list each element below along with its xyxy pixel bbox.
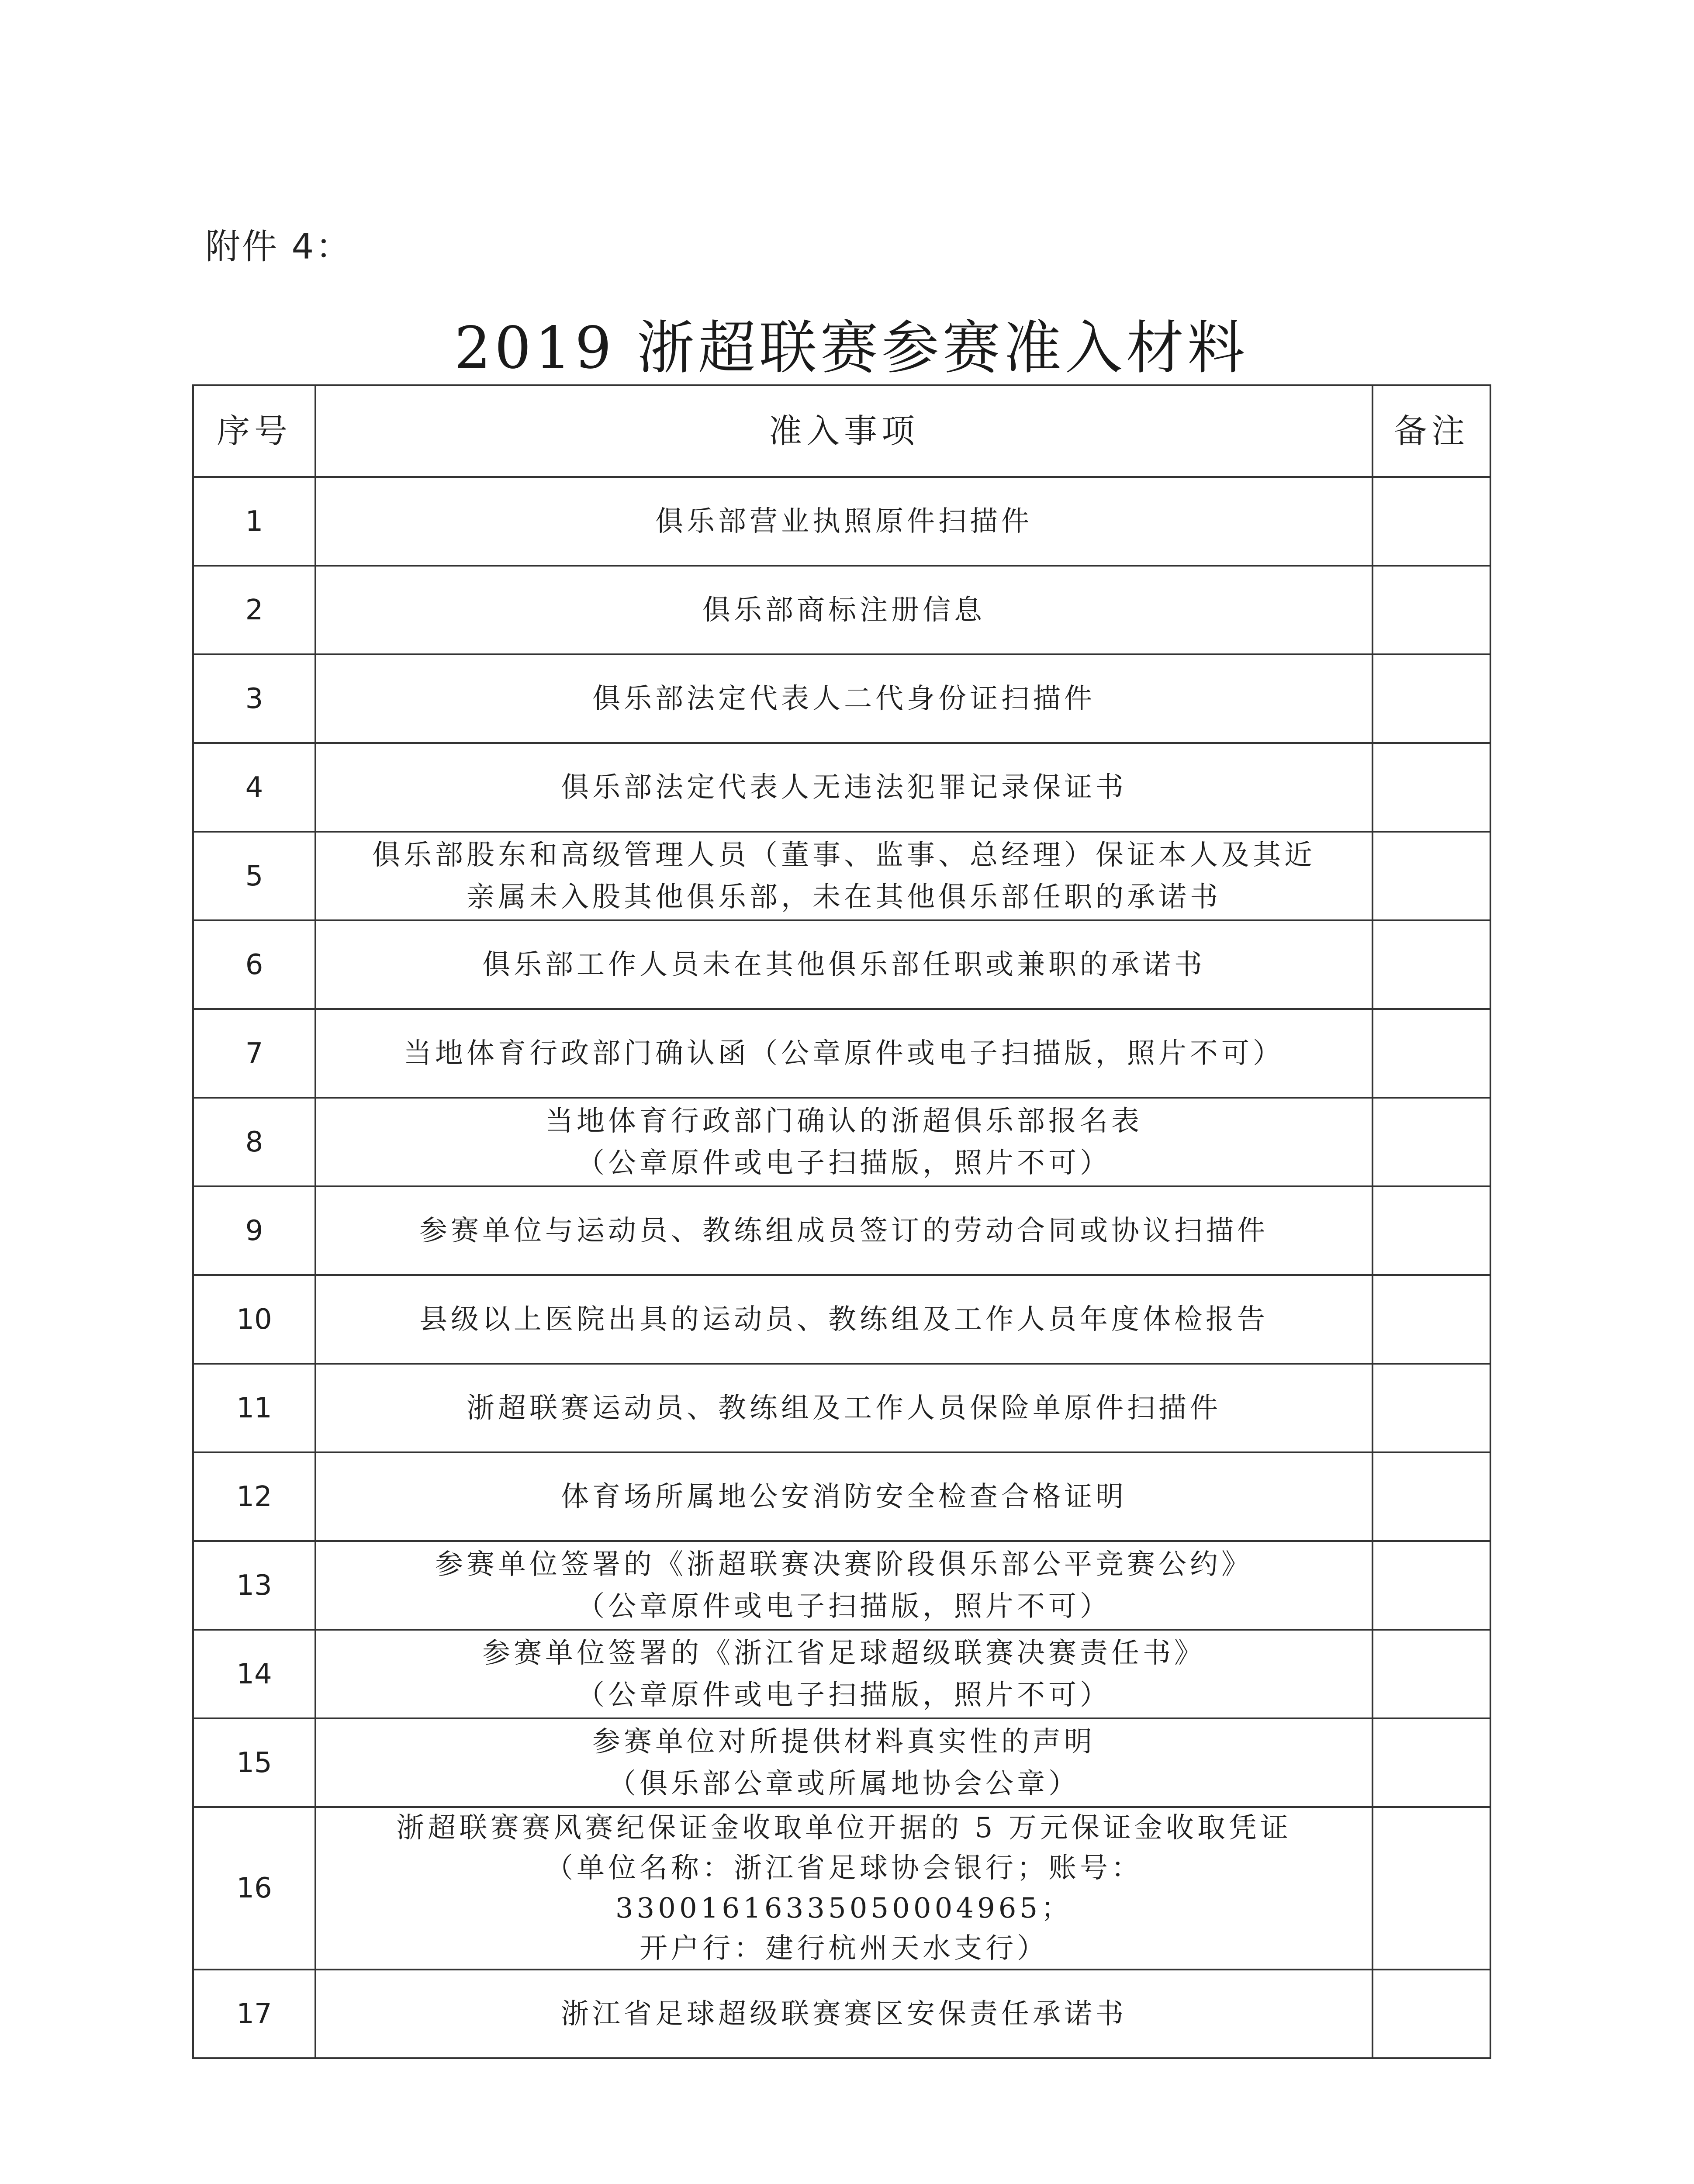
row-seq: 16 <box>193 1807 315 1970</box>
row-item-line: 亲属未入股其他俱乐部，未在其他俱乐部任职的承诺书 <box>467 881 1221 913</box>
row-seq: 10 <box>193 1275 315 1364</box>
row-item-line: （公章原件或电子扫描版，照片不可） <box>577 1679 1111 1711</box>
row-note <box>1372 1186 1490 1275</box>
row-item <box>315 743 1372 832</box>
row-item-line: 参赛单位签署的《浙江省足球超级联赛决赛责任书》 <box>482 1637 1206 1669</box>
row-item-line: 参赛单位对所提供材料真实性的声明 <box>592 1725 1096 1758</box>
row-seq: 5 <box>193 832 315 920</box>
row-item-line: 体育场所属地公安消防安全检查合格证明 <box>561 1480 1127 1513</box>
row-note <box>1372 1275 1490 1364</box>
row-item-line: 县级以上医院出具的运动员、教练组及工作人员年度体检报告 <box>419 1303 1269 1336</box>
row-item-line: （公章原件或电子扫描版，照片不可） <box>577 1147 1111 1179</box>
table-row <box>193 1009 1490 1098</box>
row-note <box>1372 1807 1490 1970</box>
row-note <box>1372 743 1490 832</box>
table-row <box>193 1970 1490 2058</box>
row-seq: 17 <box>193 1970 315 2058</box>
row-note <box>1372 920 1490 1009</box>
table-body <box>193 477 1490 2058</box>
row-item-line: 当地体育行政部门确认函（公章原件或电子扫描版，照片不可） <box>404 1037 1284 1070</box>
table-row <box>193 743 1490 832</box>
row-item <box>315 1186 1372 1275</box>
row-seq: 15 <box>193 1718 315 1807</box>
table-row <box>193 1630 1490 1718</box>
row-item <box>315 1275 1372 1364</box>
table-row <box>193 832 1490 920</box>
row-item <box>315 832 1372 920</box>
row-item <box>315 1807 1372 1970</box>
table-row <box>193 1186 1490 1275</box>
table-row <box>193 920 1490 1009</box>
row-item-line: （单位名称：浙江省足球协会银行；账号：33001616335050004965； <box>545 1852 1143 1925</box>
row-item-line: 浙超联赛运动员、教练组及工作人员保险单原件扫描件 <box>467 1392 1221 1424</box>
table-row <box>193 1718 1490 1807</box>
row-note <box>1372 1452 1490 1541</box>
row-seq: 8 <box>193 1098 315 1186</box>
row-item-line: （公章原件或电子扫描版，照片不可） <box>577 1590 1111 1623</box>
row-item-line: 浙江省足球超级联赛赛区安保责任承诺书 <box>561 1997 1127 2030</box>
row-note <box>1372 1009 1490 1098</box>
row-item-line: 开户行：建行杭州天水支行） <box>640 1932 1048 1965</box>
row-seq: 11 <box>193 1364 315 1452</box>
row-seq: 14 <box>193 1630 315 1718</box>
row-item-line: 俱乐部股东和高级管理人员（董事、监事、总经理）保证本人及其近 <box>372 839 1316 871</box>
row-item <box>315 1009 1372 1098</box>
header-note: 备注 <box>1372 385 1490 477</box>
row-item-line: 俱乐部营业执照原件扫描件 <box>655 505 1033 538</box>
row-item <box>315 654 1372 743</box>
row-item-line: （俱乐部公章或所属地协会公章） <box>608 1767 1080 1800</box>
row-note <box>1372 477 1490 566</box>
row-item <box>315 477 1372 566</box>
row-note <box>1372 1718 1490 1807</box>
row-seq: 3 <box>193 654 315 743</box>
row-note <box>1372 1541 1490 1630</box>
row-item <box>315 920 1372 1009</box>
row-item-line: 俱乐部商标注册信息 <box>702 594 985 626</box>
row-item <box>315 566 1372 654</box>
row-item <box>315 1364 1372 1452</box>
table-row <box>193 1364 1490 1452</box>
row-item-line: 参赛单位签署的《浙超联赛决赛阶段俱乐部公平竞赛公约》 <box>435 1548 1253 1581</box>
table-row <box>193 1807 1490 1970</box>
table-header-row <box>193 385 1490 477</box>
table-row <box>193 1275 1490 1364</box>
row-note <box>1372 1630 1490 1718</box>
header-item: 准入事项 <box>315 385 1372 477</box>
row-seq: 9 <box>193 1186 315 1275</box>
table-row <box>193 566 1490 654</box>
row-item-line: 俱乐部法定代表人二代身份证扫描件 <box>592 682 1096 715</box>
row-note <box>1372 654 1490 743</box>
row-item-line: 参赛单位与运动员、教练组成员签订的劳动合同或协议扫描件 <box>419 1214 1269 1247</box>
table-row <box>193 654 1490 743</box>
row-item <box>315 1452 1372 1541</box>
row-note <box>1372 1364 1490 1452</box>
row-note <box>1372 566 1490 654</box>
table-row <box>193 1452 1490 1541</box>
row-seq: 6 <box>193 920 315 1009</box>
row-item <box>315 1970 1372 2058</box>
row-note <box>1372 1098 1490 1186</box>
row-item-line: 当地体育行政部门确认的浙超俱乐部报名表 <box>545 1105 1143 1137</box>
table-row <box>193 1541 1490 1630</box>
row-note <box>1372 832 1490 920</box>
row-seq: 13 <box>193 1541 315 1630</box>
admission-materials-table <box>192 384 1491 2059</box>
attachment-label: 附件 4： <box>205 226 353 267</box>
row-item-line: 俱乐部法定代表人无违法犯罪记录保证书 <box>561 771 1127 804</box>
document-title: 2019 浙超联赛参赛准入材料 <box>454 314 1248 382</box>
row-item <box>315 1541 1372 1630</box>
row-item <box>315 1718 1372 1807</box>
row-item <box>315 1630 1372 1718</box>
row-item-line: 浙超联赛赛风赛纪保证金收取单位开据的 5 万元保证金收取凭证 <box>396 1812 1292 1844</box>
row-seq: 2 <box>193 566 315 654</box>
table-row <box>193 1098 1490 1186</box>
row-seq: 12 <box>193 1452 315 1541</box>
row-seq: 4 <box>193 743 315 832</box>
table-row <box>193 477 1490 566</box>
row-note <box>1372 1970 1490 2058</box>
row-seq: 1 <box>193 477 315 566</box>
header-seq: 序号 <box>193 385 315 477</box>
row-item <box>315 1098 1372 1186</box>
row-item-line: 俱乐部工作人员未在其他俱乐部任职或兼职的承诺书 <box>482 948 1206 981</box>
row-seq: 7 <box>193 1009 315 1098</box>
